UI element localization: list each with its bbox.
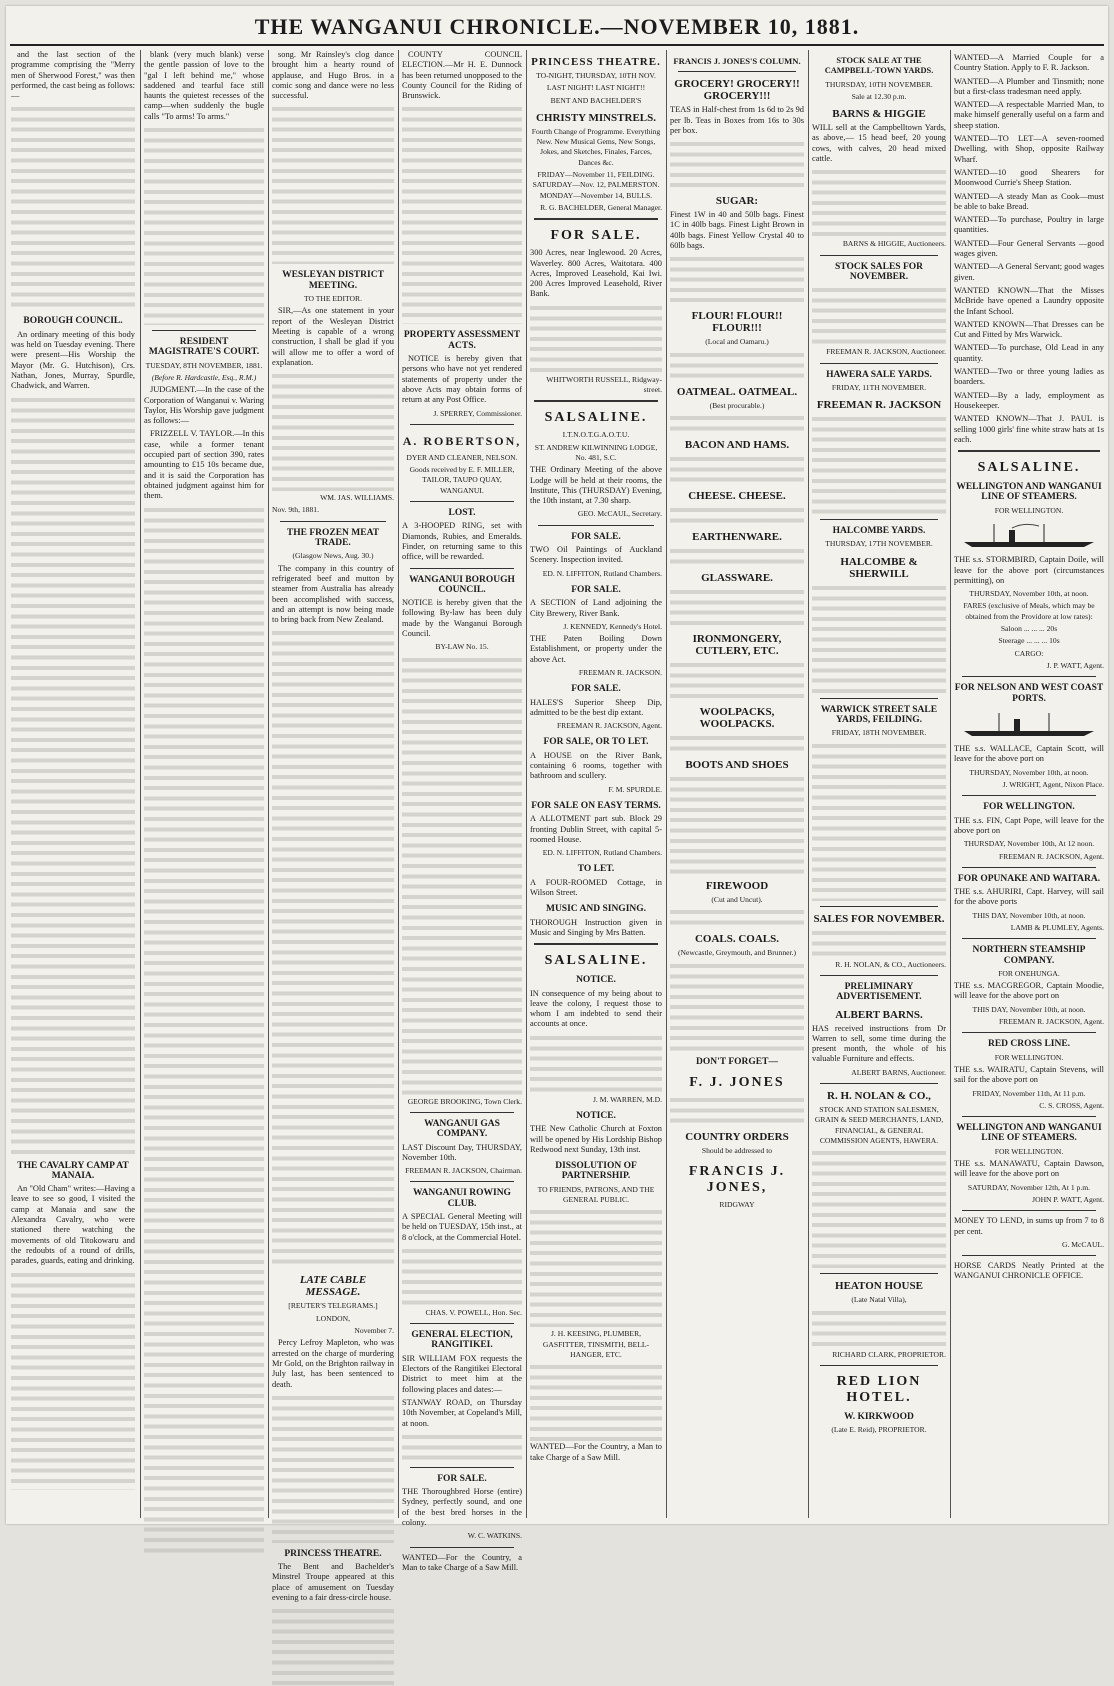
col7-nolan-body xyxy=(812,1148,946,1268)
grocery-title: GROCERY! GROCERY!! GROCERY!!! xyxy=(674,78,800,103)
divider xyxy=(962,1032,1096,1033)
divider xyxy=(962,1210,1096,1211)
section-heading: FOR SALE. xyxy=(571,584,621,595)
fin-date: THURSDAY, November 10th, At 12 noon. xyxy=(963,839,1095,849)
oil-text: TWO Oil Paintings of Auckland Scenery. Inspection invited. xyxy=(530,545,662,565)
col4-heading-property: PROPERTY ASSESSMENT ACTS. xyxy=(403,330,521,351)
steerage-fare: Steerage ... ... ... 10s xyxy=(998,636,1060,646)
line-heading: WELLINGTON AND WANGANUI LINE OF STEAMERS. xyxy=(956,482,1102,503)
dissolution-sig: J. H. KEESING, PLUMBER, GASFITTER, TINSMITH, BELL-HANGER, ETC. xyxy=(542,1329,650,1359)
divider xyxy=(534,400,658,402)
col7-heaton-body xyxy=(812,1308,946,1348)
wallace-text: THE s.s. WALLACE, Captain Scott, will leave for the above port on xyxy=(954,744,1104,764)
dissolution-text: TO FRIENDS, PATRONS, AND THE GENERAL PUBLIC. xyxy=(537,1184,655,1205)
col4-heading-sale: FOR SALE. xyxy=(437,1473,487,1484)
notice2-text: THE New Catholic Church at Foxton will be opened by His Lordship Bishop Redwood next Sunday, 13th inst. xyxy=(530,1124,662,1154)
divider xyxy=(820,1365,938,1366)
ahuriri-sig: LAMB & PLUMLEY, Agents. xyxy=(1010,923,1104,932)
robertson-sub: DYER AND CLEANER, NELSON. xyxy=(406,452,518,462)
albert-barns-title: ALBERT BARNS. xyxy=(835,1008,923,1021)
kirkwood-title: W. KIRKWOOD xyxy=(844,1411,914,1422)
divider xyxy=(958,450,1100,452)
col1-borough-text: An ordinary meeting of this body was held on Tuesday evening. There were present—His Worship the Mayor (Mr. G. Hutchison), Crs. Nathan, Jones, Murray, Spurdle, Chadwick, and Warren. xyxy=(11,329,135,391)
forsale-sig: WHITWORTH RUSSELL, Ridgway-street. xyxy=(546,374,662,395)
lodge-title: I.T.N.O.T.G.A.O.T.U. xyxy=(562,430,630,440)
divider xyxy=(410,568,514,569)
addressed-to: Should be addressed to xyxy=(701,1145,773,1155)
salsaline-title-2: SALSALINE. xyxy=(544,953,648,969)
stock-sale-time: Sale at 12.30 p.m. xyxy=(851,91,907,101)
easy-heading: FOR SALE ON EASY TERMS. xyxy=(531,800,661,811)
prelim-heading: PRELIMINARY ADVERTISEMENT. xyxy=(836,981,922,1003)
divider xyxy=(820,363,938,364)
rowing-sig: CHAS. V. POWELL, Hon. Sec. xyxy=(425,1307,522,1317)
divider xyxy=(820,975,938,976)
freeman-jackson-title: FREEMAN R. JACKSON xyxy=(816,399,942,412)
minstrels-sub: CHRISTY MINSTRELS. xyxy=(535,111,656,124)
wanted-ad-7: WANTED—To purchase, Poultry in large quantities. xyxy=(954,215,1104,235)
col5-wanted: WANTED—For the Country, a Man to take Charge of a Saw Mill. xyxy=(530,1442,662,1462)
wanted-ad-11: WANTED KNOWN—That Dresses can be Cut and Fitted by Mrs Warwick. xyxy=(954,319,1104,340)
wesleyan-date: Nov. 9th, 1881. xyxy=(272,505,319,515)
col6-woolpacks-body xyxy=(670,733,804,753)
line2-heading: WELLINGTON AND WANGANUI LINE OF STEAMERS. xyxy=(956,1123,1102,1144)
easy-sig: ED. N. LIFFITON, Rutland Chambers. xyxy=(542,848,662,858)
divider xyxy=(820,698,938,699)
oil-heading: FOR SALE. xyxy=(571,531,621,542)
col7-hawera-body xyxy=(812,414,946,514)
ironmongery-title: IRONMONGERY, CUTLERY, ETC. xyxy=(692,632,782,657)
notice-text: IN consequence of my being about to leave the colony, I request those to whom I am indebted to send their accounts at once. xyxy=(530,988,662,1029)
wanted-ad-6: WANTED—A steady Man as Cook—must be able to bake Bread. xyxy=(954,191,1104,211)
albert-text: HAS received instructions from Dr Warren to sell, some time during the present month, the whole of his valuable Furniture and effects. xyxy=(812,1023,946,1064)
court-bench: (Before R. Hardcastle, Esq., R.M.) xyxy=(151,372,257,382)
col3-frozen-body xyxy=(272,628,394,1268)
minstrels-title: BENT AND BACHELDER'S xyxy=(550,95,642,105)
cable-source: [REUTER'S TELEGRAMS.] xyxy=(288,1301,378,1311)
horse-cards-text: HORSE CARDS Neatly Printed at the WANGANUI CHRONICLE OFFICE. xyxy=(954,1261,1104,1281)
divider xyxy=(820,1273,938,1274)
section-sig: J. KENNEDY, Kennedy's Hotel. xyxy=(563,621,662,631)
fares-text: FARES (exclusive of Meals, which may be obtained from the Providore at low rates): xyxy=(963,601,1095,621)
col2-intro: blank (very much blank) verse the gentle passion of love to the "gal I left behind me," whose saddened and tearful face still haunts the quietest recesses of the camp—when suddenly the bugle calls "To arms! To arms." xyxy=(144,50,264,121)
column-3 xyxy=(268,50,397,1602)
forsale-text: 300 Acres, near Inglewood. 20 Acres, Waverley. 800 Acres, Waitotara. 400 Acres, Improved Leasehold, Kai Iwi. 200 Acres Improved Leasehold, River Bank. xyxy=(530,248,662,299)
onehunga-label: FOR ONEHUNGA. xyxy=(998,968,1060,978)
bylaw-title: BY-LAW No. 15. xyxy=(435,642,489,652)
divider xyxy=(820,1083,938,1084)
princess-sub: TO-NIGHT, THURSDAY, 10TH NOV. xyxy=(536,71,656,80)
property-sig: J. SPERREY, Commissioner. xyxy=(433,408,522,418)
francis-jones-title: FRANCIS J. JONES, xyxy=(688,1164,786,1196)
divider xyxy=(410,1547,514,1548)
lodge-sig: GEO. McCAUL, Secretary. xyxy=(577,509,662,519)
to-editor: TO THE EDITOR. xyxy=(303,294,362,304)
col5-keesing-body xyxy=(530,1362,662,1442)
wanted-ad-1: WANTED—A Married Couple for a Country Station. Apply to F. R. Jackson. xyxy=(954,53,1104,73)
col6-sugar-body xyxy=(670,254,804,304)
wanted-ad-10: WANTED KNOWN—That the Misses McBride have opened a Laundry opposite the Infant School. xyxy=(954,285,1104,316)
albert-sig: ALBERT BARNS, Auctioneer. xyxy=(851,1067,946,1077)
col1-borough-body xyxy=(11,395,135,1155)
election-text: SIR WILLIAM FOX requests the Electors of the Rangitikei Electoral District to meet him at the following places and dates:— xyxy=(402,1353,522,1394)
robertson-title: A. ROBERTSON, xyxy=(402,433,522,448)
redcross-heading: RED CROSS LINE. xyxy=(987,1039,1071,1050)
col4-wanted: WANTED—For the Country, a Man to take Charge of a Saw Mill. xyxy=(402,1552,522,1572)
col5-forsale-list xyxy=(530,303,662,373)
patea-text: THE Paten Boiling Down Establishment, or property under the above Act. xyxy=(530,634,662,664)
stock-sig: FREEMAN R. JACKSON, Auctioneer. xyxy=(826,347,946,357)
court-body: FRIZZELL V. TAYLOR.—In this case, while a former tenant occupied part of section 390, rates amounting to £15 10s became due, and it is said the Corporation has obtained judgment against him for them. xyxy=(144,429,264,501)
stock-sale-date: THURSDAY, 10TH NOVEMBER. xyxy=(825,79,933,89)
divider xyxy=(962,1255,1096,1256)
for-wellington-1: FOR WELLINGTON. xyxy=(994,505,1064,515)
col6-oatmeal-body xyxy=(670,413,804,433)
cable-place: LONDON, xyxy=(316,1313,350,1323)
rowing-text: A SPECIAL General Meeting will be held on TUESDAY, 15th inst., at 8 o'clock, at the Commercial Hotel. xyxy=(402,1211,522,1242)
col4-heading-borough: WANGANUI BOROUGH COUNCIL. xyxy=(409,574,515,595)
col6-glassware-body xyxy=(670,587,804,627)
col4-body-text xyxy=(402,104,522,324)
col3-body-text xyxy=(272,104,394,264)
dont-forget: DON'T FORGET— xyxy=(696,1056,778,1067)
col4-heading-lost: LOST. xyxy=(448,508,476,519)
coals-sub: (Newcastle, Greymouth, and Brunner.) xyxy=(677,948,797,958)
nolan-sub: STOCK AND STATION SALESMEN, GRAIN & SEED MERCHANTS, LAND, FINANCIAL, & GENERAL COMMISSION AGENTS, HAWERA. xyxy=(814,1105,944,1145)
nolan-title: R. H. NOLAN & CO., xyxy=(827,1090,931,1103)
col1-body-text xyxy=(11,104,135,310)
col5-dissolution-body xyxy=(530,1207,662,1327)
col7-warwick-body xyxy=(812,741,946,901)
music-heading: MUSIC AND SINGING. xyxy=(545,904,647,915)
heaton-sub: (Late Natal Villa), xyxy=(851,1295,907,1305)
masthead-rule xyxy=(10,44,1104,46)
waratu-text: THE s.s. WAIRATU, Captain Stevens, will sail for the above port on xyxy=(954,1064,1104,1085)
column-8 xyxy=(950,50,1107,1518)
ridgway-label: RIDGWAY xyxy=(719,1200,755,1210)
manawatu-text: THE s.s. MANAWATU, Captain Dawson, will leave for the above port on xyxy=(954,1159,1104,1179)
wanted-ad-2: WANTED—A Plumber and Tinsmith; none but a first-class tradesman need apply. xyxy=(954,76,1104,96)
waratu-sig: C. S. CROSS, Agent. xyxy=(1039,1100,1104,1110)
divider xyxy=(410,1467,514,1468)
nelson-heading: FOR NELSON AND WEST COAST PORTS. xyxy=(954,683,1104,704)
frozen-text: The company in this country of refrigerated beef and mutton by steamer from Australia has already been accomplished with success, and an attempt is now being made to bring back from New Zealand. xyxy=(272,563,394,625)
masthead: THE WANGANUI CHRONICLE.—NOVEMBER 10, 1881. xyxy=(254,14,860,39)
house-text: A HOUSE on the River Bank, containing 6 rooms, together with bathroom and scullery. xyxy=(530,750,662,781)
opunake-heading: FOR OPUNAKE AND WAITARA. xyxy=(957,873,1101,884)
divider xyxy=(820,519,938,520)
patea-sig: FREEMAN R. JACKSON. xyxy=(578,667,662,677)
horse-sale-sig: W. C. WATKINS. xyxy=(467,1531,522,1541)
wesleyan-signature: WM. JAS. WILLIAMS. xyxy=(320,493,394,503)
col2-heading-court: RESIDENT MAGISTRATE'S COURT. xyxy=(148,337,260,358)
lodge-name: ST. ANDREW KILWINNING LODGE, No. 481, S.C. xyxy=(534,442,658,462)
sheep-sig: FREEMAN R. JACKSON, Agent. xyxy=(556,721,662,731)
col6-cheese-body xyxy=(670,505,804,525)
divider xyxy=(962,1116,1096,1117)
money-sig: G. McCAUL. xyxy=(1062,1239,1104,1249)
oil-sig: ED. N. LIFFITON, Rutland Chambers. xyxy=(542,568,662,578)
for-wellington-3: FOR WELLINGTON. xyxy=(994,1052,1064,1062)
col6-ironmongery-body xyxy=(670,660,804,700)
divider xyxy=(280,521,386,522)
col4-bylaw-body xyxy=(402,655,522,1095)
col3-princess-body xyxy=(272,1606,394,1686)
col1-cavalry-text: An "Old Cham" writes:—Having a leave to see so good, I visited the camp at Manaia and saw the Alexandra Cavalry, who were stationed there watching the movements of old Titokowaru and the redoubts of a round of drills, parades, guards, eating and drinking. xyxy=(11,1184,135,1266)
wanted-ad-8: WANTED—Four General Servants —good wages given. xyxy=(954,238,1104,259)
borough-text: NOTICE is hereby given that the following By-law has been duly made by the Wanganui Borough Council. xyxy=(402,598,522,639)
halcombe-heading: HALCOMBE YARDS. xyxy=(832,526,926,537)
earthenware-title: EARTHENWARE. xyxy=(692,530,782,543)
boots-title: BOOTS AND SHOES xyxy=(685,758,789,771)
barns-higgie-title: BARNS & HIGGIE xyxy=(832,108,926,121)
divider xyxy=(410,1181,514,1182)
col6-earthenware-body xyxy=(670,546,804,566)
col6-jones-body xyxy=(670,1095,804,1125)
notice2-heading: NOTICE. xyxy=(576,1111,616,1121)
fj-jones-title: F. J. JONES xyxy=(689,1074,785,1090)
salsaline-title: SALSALINE. xyxy=(544,410,648,426)
cheese-title: CHEESE. CHEESE. xyxy=(688,489,786,502)
divider xyxy=(962,795,1096,796)
col7-barns-list xyxy=(812,167,946,237)
divider xyxy=(962,938,1096,939)
heaton-title: HEATON HOUSE xyxy=(835,1280,923,1293)
newspaper-page xyxy=(6,6,1108,1602)
col1-heading-cavalry: THE CAVALRY CAMP AT MANAIA. xyxy=(17,1160,129,1181)
election-place: STANWAY ROAD, on Thursday 10th November, at Copeland's Mill, at noon. xyxy=(402,1397,522,1428)
cable-text: Percy Lefroy Mapleton, who was arrested on the charge of murdering Mr Gold, on the Brighton railway in July last, has been sentenced to death. xyxy=(272,1338,394,1389)
stock-sales-heading: STOCK SALES FOR NOVEMBER. xyxy=(835,261,923,282)
sales-november-title: SALES FOR NOVEMBER. xyxy=(813,912,945,925)
northern-heading: NORTHERN STEAMSHIP COMPANY. xyxy=(972,945,1086,966)
wanted-ad-3: WANTED—A respectable Married Man, to make himself generally useful on a farm and sheep station. xyxy=(954,100,1104,130)
music-text: THOROUGH Instruction given in Music and Singing by Mrs Batten. xyxy=(530,917,662,937)
wanted-ad-15: WANTED KNOWN—That J. PAUL is selling 1000 girls' fine white straw hats at 1s each. xyxy=(954,414,1104,444)
divider xyxy=(410,501,514,502)
col4-heading-rowing: WANGANUI ROWING CLUB. xyxy=(413,1188,511,1209)
ahuriri-text: THE s.s. AHURIRI, Capt. Harvey, will sail for the above ports xyxy=(954,887,1104,907)
horse-sale-text: THE Thoroughbred Horse (entire) Sydney, perfectly sound, and one of the best bred horses in the colony. xyxy=(402,1487,522,1528)
divider xyxy=(410,424,514,425)
notice-sig: J. M. WARREN, M.D. xyxy=(592,1094,662,1104)
divider xyxy=(962,676,1096,677)
divider xyxy=(534,943,658,945)
column-2 xyxy=(140,50,267,1518)
house-heading: FOR SALE, OR TO LET. xyxy=(543,737,649,748)
wallace-sig: J. WRIGHT, Agent, Nixon Place. xyxy=(1002,780,1104,790)
oatmeal-sub: (Best procurable.) xyxy=(709,400,765,410)
macgregor-text: THE s.s. MACGREGOR, Captain Moodie, will leave for the above port on xyxy=(954,981,1104,1001)
firewood-title: FIREWOOD xyxy=(705,879,769,892)
divider xyxy=(962,867,1096,868)
warwick-date: FRIDAY, 18TH NOVEMBER. xyxy=(831,728,927,738)
frozen-source: (Glasgow News, Aug. 30.) xyxy=(292,551,374,561)
stormbird-text: THE s.s. STORMBIRD, Captain Doile, will leave for the above port (circumstances permitting), on xyxy=(954,555,1104,585)
woolpacks-title: WOOLPACKS, WOOLPACKS. xyxy=(699,705,775,730)
col6-teas-body xyxy=(670,139,804,189)
col4-heading-gas: WANGANUI GAS COMPANY. xyxy=(424,1118,500,1140)
heaton-sig: RICHARD CLARK, PROPRIETOR. xyxy=(832,1349,946,1359)
cargo-label: CARGO: xyxy=(1014,648,1044,658)
col7-sales-body xyxy=(812,928,946,958)
divider xyxy=(410,1112,514,1113)
lodge-text: THE Ordinary Meeting of the above Lodge will be held at their rooms, the Institute, This (THURSDAY) Evening, the 10th instant, at 7.30 sharp. xyxy=(530,465,662,506)
country-orders: COUNTRY ORDERS xyxy=(685,1130,789,1143)
minstrels-tour: FRIDAY—November 11, FEILDING. SATURDAY—Nov. 12, PALMERSTON. MONDAY—November 14, BULLS. xyxy=(532,170,660,200)
steamship-icon xyxy=(954,711,1104,737)
sheep-text: HALES'S Superior Sheep Dip, admitted to be the best dip extant. xyxy=(530,697,662,717)
flour-title: FLOUR! FLOUR!! FLOUR!!! xyxy=(691,310,783,335)
fin-text: THE s.s. FIN, Capt Pope, will leave for the above port on xyxy=(954,815,1104,835)
sales-sig: R. H. NOLAN, & CO., Auctioneers. xyxy=(835,959,946,969)
let-heading: TO LET. xyxy=(577,864,615,875)
col1-heading-borough: BOROUGH COUNCIL. xyxy=(23,316,123,327)
col2-court-body xyxy=(144,505,264,1555)
teas-text: TEAS in Half-chest from 1s 6d to 2s 9d per lb. Teas in Boxes from 16s to 30s per box. xyxy=(670,105,804,135)
house-sig: F. M. SPURDLE. xyxy=(608,784,662,794)
let-text: A FOUR-ROOMED Cottage, in Wilson Street. xyxy=(530,877,662,898)
warwick-heading: WARWICK STREET SALE YARDS, FEILDING. xyxy=(820,704,938,726)
column-6 xyxy=(666,50,807,1518)
col1-cavalry-body xyxy=(11,1270,135,1490)
glassware-title: GLASSWARE. xyxy=(701,571,773,584)
col3-cable-body xyxy=(272,1393,394,1543)
macgregor-sig: FREEMAN R. JACKSON, Agent. xyxy=(998,1017,1104,1027)
fin-sig: FREEMAN R. JACKSON, Agent. xyxy=(998,851,1104,861)
section-text: A SECTION of Land adjoining the City Brewery, River Bank. xyxy=(530,598,662,618)
col3-heading-frozen: THE FROZEN MEAT TRADE. xyxy=(286,527,380,549)
steamship-icon xyxy=(954,522,1104,548)
stock-sale-header: STOCK SALE AT THE CAMPBELL-TOWN YARDS. xyxy=(824,56,934,76)
wanted-ad-4: WANTED—TO LET—A seven-roomed Dwelling, with Shop, opposite Railway Wharf. xyxy=(954,134,1104,164)
jones-column-header: FRANCIS J. JONES'S COLUMN. xyxy=(673,56,801,66)
cable-date: November 7. xyxy=(354,1326,394,1336)
court-text: JUDGMENT.—In the case of the Corporation of Wanganui v. Waring Taylor, His Worship gave judgment as follows:— xyxy=(144,385,264,426)
col6-boots-body xyxy=(670,774,804,874)
col6-coals-body xyxy=(670,961,804,1051)
wanted-ad-12: WANTED—To purchase, Old Lead in any quantity. xyxy=(954,343,1104,363)
wanted-ad-13: WANTED—Two or three young ladies as boarders. xyxy=(954,367,1104,387)
minstrels-text: Fourth Change of Programme. Everything New. New Musical Gems, New Songs, Jokes, and Sketches, Finales, Farces, Dances &c. xyxy=(531,126,661,167)
sheep-heading: FOR SALE. xyxy=(571,684,621,695)
col2-body-text xyxy=(144,125,264,325)
divider xyxy=(538,525,654,526)
divider xyxy=(534,218,658,220)
col7-stock-list xyxy=(812,285,946,345)
col5-notice-body xyxy=(530,1033,662,1093)
red-lion-title: RED LION HOTEL. xyxy=(836,1373,922,1405)
coals-title: COALS. COALS. xyxy=(694,933,780,946)
last-night: LAST NIGHT! LAST NIGHT!! xyxy=(546,83,646,93)
ahuriri-date: THIS DAY, November 10th, at noon. xyxy=(972,910,1086,920)
divider xyxy=(410,1323,514,1324)
borough-sig: GEORGE BROOKING, Town Clerk. xyxy=(407,1096,522,1106)
stormbird-date: THURSDAY, November 10th, at noon. xyxy=(969,589,1089,599)
col4-rowing-body xyxy=(402,1246,522,1306)
hawera-heading: HAWERA SALE YARDS. xyxy=(826,369,932,380)
robertson-text: Goods received by E. F. MILLER, TAILOR, TAUPO QUAY, WANGANUI. xyxy=(409,465,515,495)
manawatu-sig: JOHN P. WATT, Agent. xyxy=(1032,1194,1104,1204)
court-date: TUESDAY, 8TH NOVEMBER, 1881. xyxy=(145,360,263,370)
for-wellington-2: FOR WELLINGTON. xyxy=(983,802,1075,813)
princess-theatre-title: PRINCESS THEATRE. xyxy=(531,56,661,68)
bacon-title: BACON AND HAMS. xyxy=(684,438,790,451)
kirkwood-sub: (Late E. Reid), PROPRIETOR. xyxy=(831,1425,927,1435)
col3-heading-princess: PRINCESS THEATRE. xyxy=(284,1548,382,1559)
saloon-fare: Saloon ... ... ... 20s xyxy=(1000,624,1058,634)
wanted-ad-9: WANTED—A General Servant; good wages given. xyxy=(954,262,1104,282)
property-text: NOTICE is hereby given that persons who have not yet rendered statements of property under the above Acts may obtain forms of return at any Post Office. xyxy=(402,354,522,405)
flour-sub: (Local and Oamaru.) xyxy=(705,337,769,347)
minstrels-sig: R. G. BACHELDER, General Manager. xyxy=(540,202,662,212)
divider xyxy=(678,71,796,72)
col6-flour-body xyxy=(670,350,804,380)
wallace-date: THURSDAY, November 10th, at noon. xyxy=(969,767,1089,777)
col1-intro: and the last section of the programme comprising the "Merry men of Sherwood Forest," was then performed, the cast being as follows:— xyxy=(11,50,135,101)
waratu-date: FRIDAY, November 11th, At 11 p.m. xyxy=(972,1088,1086,1098)
sugar-title: SUGAR: xyxy=(715,195,759,208)
column-1 xyxy=(8,50,138,1518)
col3-wesleyan-body xyxy=(272,371,394,491)
wanted-ad-14: WANTED—By a lady, employment as Housekeeper. xyxy=(954,390,1104,410)
barns-sig: BARNS & HIGGIE, Auctioneers. xyxy=(842,239,946,249)
col6-firewood-body xyxy=(670,907,804,927)
easy-text: A ALLOTMENT part sub. Block 29 fronting Dublin Street, with capital 5-roomed House. xyxy=(530,814,662,844)
gas-text: LAST Discount Day, THURSDAY, November 10th. xyxy=(402,1142,522,1162)
for-wellington-4: FOR WELLINGTON. xyxy=(994,1146,1064,1156)
col3-heading-cable: LATE CABLE MESSAGE. xyxy=(299,1274,367,1299)
divider xyxy=(820,255,938,256)
gas-sig: FREEMAN R. JACKSON, Chairman. xyxy=(405,1166,522,1176)
col7-halcombe-body xyxy=(812,583,946,693)
princess-text: The Bent and Bachelder's Minstrel Troupe appeared at this place of amusement on Tuesday evening to a fair dress-circle house. xyxy=(272,1562,394,1602)
salsaline-title-3: SALSALINE. xyxy=(977,460,1081,476)
wanted-ad-5: WANTED—10 good Shearers for Moonwood Currie's Sheep Station. xyxy=(954,167,1104,188)
notice-heading: NOTICE. xyxy=(576,975,616,986)
col3-intro: song. Mr Rainsley's clog dance brought him a hearty round of applause, and Hugo Bros. in a comic song and dance were no less successful. xyxy=(272,50,394,101)
halcombe-sherwill-title: HALCOMBE & SHERWILL xyxy=(840,555,918,580)
divider xyxy=(820,906,938,907)
column-5 xyxy=(526,50,665,1518)
oatmeal-title: OATMEAL. OATMEAL. xyxy=(676,385,798,398)
column-7 xyxy=(808,50,949,1518)
col4-intro: COUNTY COUNCIL ELECTION.—Mr H. E. Dunnock has been returned unopposed to the County Council for the Riding of Brunswick. xyxy=(402,50,522,101)
col3-heading-wesleyan: WESLEYAN DISTRICT MEETING. xyxy=(282,270,384,291)
halcombe-date: THURSDAY, 17TH NOVEMBER. xyxy=(825,539,933,549)
macgregor-date: THIS DAY, November 10th, at noon. xyxy=(972,1004,1086,1014)
col6-bacon-body xyxy=(670,454,804,484)
column-4 xyxy=(398,50,525,1572)
col4-election-body xyxy=(402,1432,522,1462)
manawatu-date: SATURDAY, November 12th, At 1 p.m. xyxy=(967,1182,1091,1192)
hawera-date: FRIDAY, 11TH NOVEMBER. xyxy=(831,382,927,392)
divider xyxy=(152,330,256,331)
money-text: MONEY TO LEND, in sums up from 7 to 8 per cent. xyxy=(954,1216,1104,1236)
barns-text: WILL sell at the Campbelltown Yards, as above,— 15 head beef, 20 young cows, with calves, 20 head mixed cattle. xyxy=(812,123,946,164)
lost-text: A 3-HOOPED RING, set with Diamonds, Rubies, and Emeralds. Finder, on returning same to this office, will be rewarded. xyxy=(402,521,522,562)
stormbird-sig: J. P. WATT, Agent. xyxy=(1046,660,1104,670)
forsale-title: FOR SALE. xyxy=(550,228,642,244)
col4-heading-election: GENERAL ELECTION, RANGITIKEI. xyxy=(411,1330,513,1351)
dissolution-heading: DISSOLUTION OF PARTNERSHIP. xyxy=(555,1161,637,1182)
firewood-sub: (Cut and Uncut). xyxy=(711,894,763,904)
wesleyan-text: SIR,—As one statement in your report of the Wesleyan District Meeting is capable of a wrong construction, I shall be glad if you will allow me to offer a word of explanation. xyxy=(272,306,394,367)
sugar-text: Finest 1W in 40 and 50lb bags. Finest 1C in 40lb bags. Finest Light Brown in 40lb bags. Finest Yellow Crystal 40 to 60lb bags. xyxy=(670,210,804,251)
